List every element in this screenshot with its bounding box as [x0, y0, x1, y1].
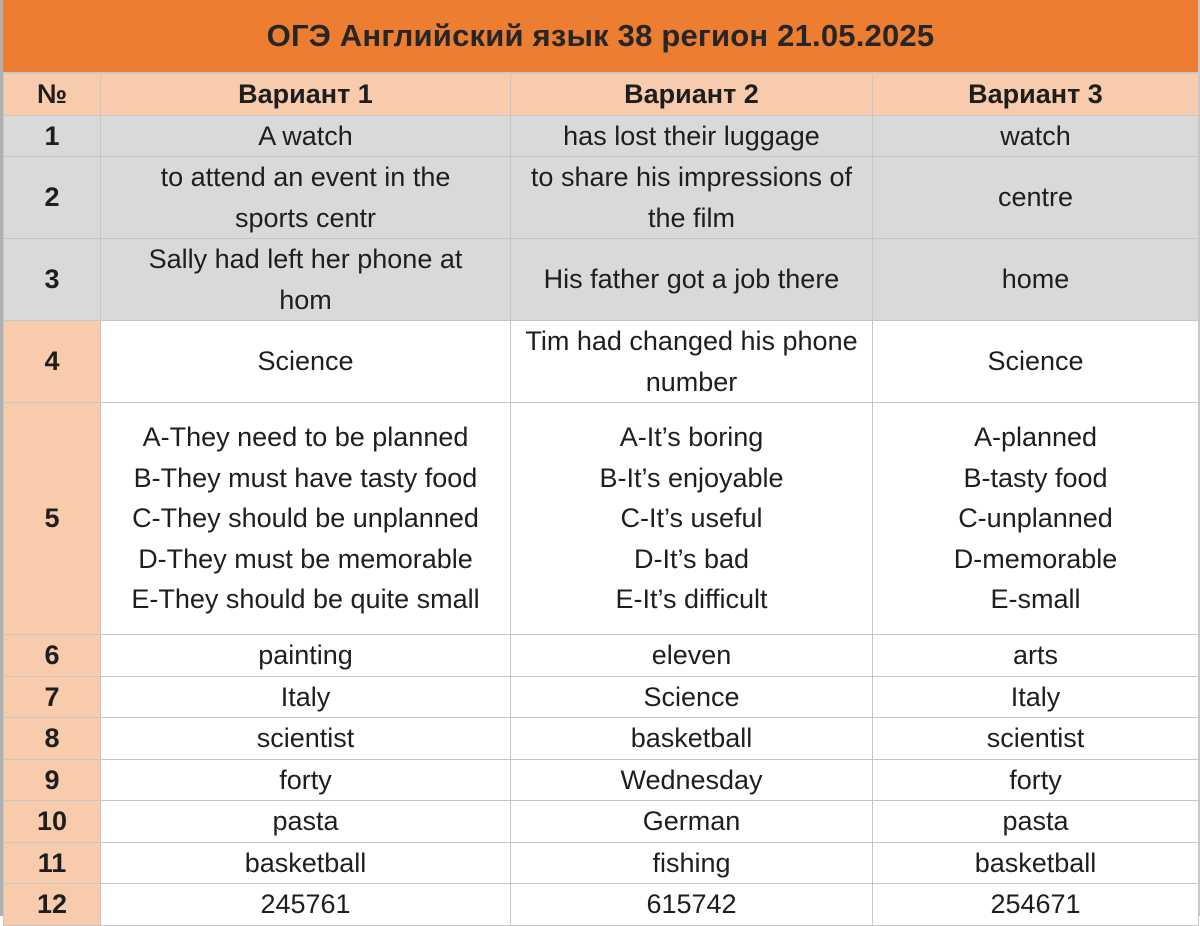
row-number: 8 — [4, 718, 101, 760]
answer-cell-variant-2 — [511, 801, 873, 843]
row-number: 5 — [4, 403, 101, 635]
answer-cell-variant-3 — [873, 635, 1199, 677]
answer-cell-variant-2 — [511, 635, 873, 677]
answer-line: sports centr — [234, 202, 377, 233]
answer-line: to attend an event in the — [160, 162, 451, 192]
answer-line: home — [1001, 264, 1070, 295]
answer-cell-variant-2 — [511, 115, 873, 157]
answer-line: watch — [1000, 120, 1071, 151]
header-number: № — [4, 74, 101, 116]
answer-line: basketball — [244, 847, 367, 878]
answer-line: hom — [279, 284, 332, 315]
answer-line: E-It’s difficult — [615, 584, 768, 615]
row-number: 12 — [4, 884, 101, 926]
answer-line: A watch — [258, 120, 353, 151]
table-row — [4, 321, 1199, 403]
answer-line: 254671 — [990, 889, 1081, 919]
answer-line: C-They should be unplanned — [132, 503, 479, 534]
header-row — [4, 74, 1199, 116]
row-number: 7 — [4, 676, 101, 718]
answer-line: A-They need to be planned — [142, 422, 469, 453]
answer-line: C-It’s useful — [620, 503, 763, 534]
answer-cell-variant-2 — [511, 157, 873, 239]
answer-line: has lost their luggage — [563, 120, 820, 151]
answer-line: D-They must be memorable — [138, 543, 473, 574]
answer-line: His father got a job there — [543, 264, 840, 295]
answer-cell-variant-3 — [873, 239, 1199, 321]
answer-line: 615742 — [646, 889, 737, 919]
answer-cell-variant-3 — [873, 676, 1199, 718]
header-variant-2: Вариант 2 — [511, 74, 873, 116]
answer-cell-variant-2 — [511, 321, 873, 403]
row-number: 6 — [4, 635, 101, 677]
table-row — [4, 239, 1199, 321]
answer-cell-variant-1 — [101, 321, 511, 403]
table-row — [4, 759, 1199, 801]
table-row — [4, 718, 1199, 760]
title-bar — [3, 0, 1198, 73]
answer-cell-variant-3 — [873, 759, 1199, 801]
answer-line: D-It’s bad — [633, 543, 750, 574]
answer-line: pasta — [1002, 806, 1069, 836]
page-title: ОГЭ Английский язык 38 регион 21.05.2025 — [266, 18, 935, 53]
answer-cell-variant-1 — [101, 157, 511, 239]
answer-cell-variant-1 — [101, 842, 511, 884]
answers-table — [3, 73, 1199, 926]
answer-line: the film — [647, 202, 736, 233]
table-row — [4, 635, 1199, 677]
answer-cell-variant-2 — [511, 676, 873, 718]
answer-line: forty — [1009, 764, 1062, 795]
answer-cell-variant-2 — [511, 718, 873, 760]
row-number: 3 — [4, 239, 101, 321]
answer-line: E-small — [990, 584, 1081, 615]
table-row — [4, 157, 1199, 239]
answer-line: Italy — [280, 681, 331, 712]
answer-cell-variant-2 — [511, 239, 873, 321]
answer-cell-variant-1 — [101, 403, 511, 635]
answer-line: basketball — [974, 847, 1097, 878]
answer-line: basketball — [630, 723, 753, 753]
table-row — [4, 801, 1199, 843]
answer-line: E-They should be quite small — [131, 584, 480, 615]
answer-line: D-memorable — [953, 543, 1118, 574]
answer-line: Science — [987, 346, 1084, 377]
answer-line: to share his impressions of — [530, 162, 853, 192]
answer-cell-variant-2 — [511, 884, 873, 926]
answer-cell-variant-1 — [101, 239, 511, 321]
answer-cell-variant-2 — [511, 842, 873, 884]
answer-line: number — [645, 366, 738, 397]
answer-line: A-It’s boring — [619, 422, 764, 453]
answer-line: scientist — [986, 723, 1085, 753]
answer-line: Science — [257, 346, 354, 377]
answer-line: A-planned — [973, 422, 1098, 453]
answer-cell-variant-2 — [511, 759, 873, 801]
row-number: 9 — [4, 759, 101, 801]
answer-cell-variant-3 — [873, 718, 1199, 760]
answer-line: Science — [643, 681, 740, 712]
header-variant-1: Вариант 1 — [101, 74, 511, 116]
answer-cell-variant-1 — [101, 115, 511, 157]
answer-cell-variant-2 — [511, 403, 873, 635]
answer-line: Italy — [1010, 681, 1061, 712]
table-row — [4, 115, 1199, 157]
answer-line: eleven — [651, 640, 732, 670]
answer-cell-variant-1 — [101, 718, 511, 760]
answer-cell-variant-3 — [873, 321, 1199, 403]
answer-line: painting — [258, 640, 353, 670]
answer-line: Wednesday — [620, 764, 763, 795]
answer-line: B-It’s enjoyable — [599, 462, 784, 493]
answer-cell-variant-3 — [873, 115, 1199, 157]
answer-cell-variant-3 — [873, 157, 1199, 239]
answer-cell-variant-1 — [101, 635, 511, 677]
answer-cell-variant-3 — [873, 884, 1199, 926]
answer-line: centre — [997, 182, 1074, 213]
answer-cell-variant-3 — [873, 842, 1199, 884]
answer-line: B-tasty food — [963, 462, 1108, 493]
table-body — [4, 115, 1199, 925]
answer-cell-variant-3 — [873, 801, 1199, 843]
answer-line: pasta — [272, 806, 339, 836]
answer-cell-variant-1 — [101, 759, 511, 801]
answer-line: German — [642, 806, 741, 836]
row-number: 11 — [4, 842, 101, 884]
answer-line: C-unplanned — [958, 503, 1113, 534]
answer-line: forty — [279, 764, 332, 795]
table-row — [4, 842, 1199, 884]
row-number: 10 — [4, 801, 101, 843]
row-number: 4 — [4, 321, 101, 403]
answer-line: arts — [1012, 640, 1058, 670]
row-number: 2 — [4, 157, 101, 239]
answer-line: 245761 — [260, 889, 351, 919]
table-row — [4, 676, 1199, 718]
answer-line: scientist — [256, 723, 355, 753]
answer-cell-variant-1 — [101, 884, 511, 926]
row-number: 1 — [4, 115, 101, 157]
answer-line: B-They must have tasty food — [133, 462, 478, 493]
answer-line: Tim had changed his phone — [525, 326, 858, 356]
answer-line: fishing — [652, 847, 731, 878]
answer-cell-variant-3 — [873, 403, 1199, 635]
table-row — [4, 403, 1199, 635]
header-variant-3: Вариант 3 — [873, 74, 1199, 116]
answer-cell-variant-1 — [101, 676, 511, 718]
answer-cell-variant-1 — [101, 801, 511, 843]
table-row — [4, 884, 1199, 926]
answer-line: Sally had left her phone at — [148, 244, 463, 274]
